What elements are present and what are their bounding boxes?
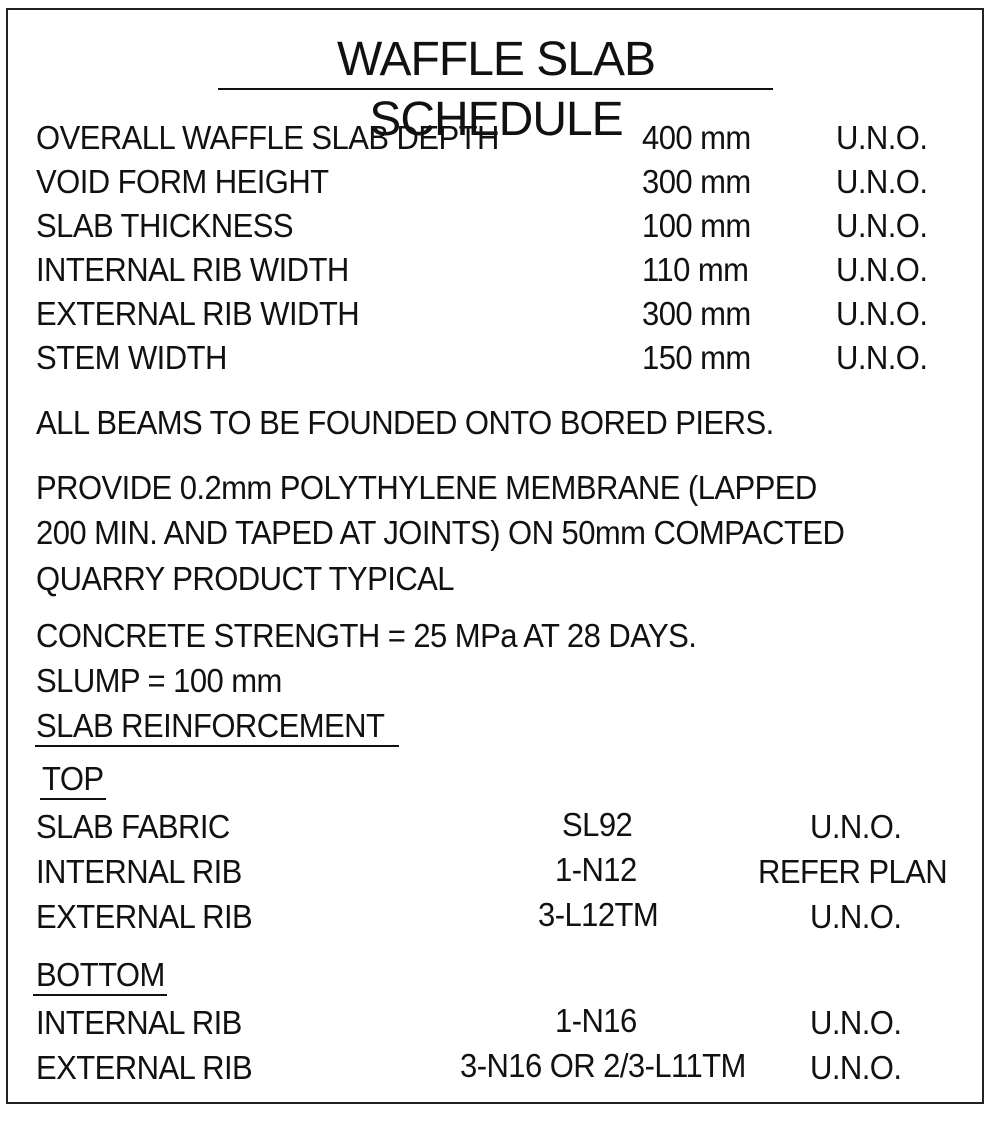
dimension-label: OVERALL WAFFLE SLAB DEPTH: [36, 119, 499, 156]
bottom-heading: BOTTOM: [36, 956, 165, 993]
beams-note: ALL BEAMS TO BE FOUNDED ONTO BORED PIERS.: [36, 404, 774, 441]
bottom-reinforcement-value: 1-N16: [555, 1002, 637, 1039]
top-reinforcement-note: REFER PLAN: [758, 853, 948, 890]
top-reinforcement-label: EXTERNAL RIB: [36, 898, 253, 935]
dimension-value: 110 mm: [642, 251, 749, 288]
dimension-note: U.N.O.: [836, 163, 928, 200]
top-reinforcement-label: INTERNAL RIB: [36, 853, 242, 890]
dimension-note: U.N.O.: [836, 339, 928, 376]
dimension-value: 300 mm: [642, 295, 751, 332]
bottom-reinforcement-label: INTERNAL RIB: [36, 1004, 242, 1041]
membrane-note-line: 200 MIN. AND TAPED AT JOINTS) ON 50mm COMPACTED: [36, 514, 845, 551]
membrane-note-line: PROVIDE 0.2mm POLYTHYLENE MEMBRANE (LAPPED: [36, 469, 817, 506]
slab-reinforcement-heading: SLAB REINFORCEMENT: [36, 707, 385, 744]
dimension-value: 150 mm: [642, 339, 751, 376]
top-reinforcement-note: U.N.O.: [810, 898, 902, 935]
membrane-note-line: QUARRY PRODUCT TYPICAL: [36, 560, 454, 597]
dimension-label: SLAB THICKNESS: [36, 207, 294, 244]
dimension-note: U.N.O.: [836, 119, 928, 156]
bottom-reinforcement-note: U.N.O.: [810, 1004, 902, 1041]
top-reinforcement-value: 3-L12TM: [538, 896, 659, 933]
bottom-reinforcement-note: U.N.O.: [810, 1049, 902, 1086]
dimension-note: U.N.O.: [836, 295, 928, 332]
bottom-reinforcement-value: 3-N16 OR 2/3-L11TM: [460, 1047, 746, 1084]
top-reinforcement-value: SL92: [562, 806, 633, 843]
dimension-value: 100 mm: [642, 207, 751, 244]
slump-note: SLUMP = 100 mm: [36, 662, 282, 699]
top-underline: [40, 798, 106, 800]
top-heading: TOP: [42, 760, 104, 797]
dimension-label: EXTERNAL RIB WIDTH: [36, 295, 360, 332]
dimension-note: U.N.O.: [836, 207, 928, 244]
slab-reinforcement-underline: [35, 745, 399, 747]
schedule-title: WAFFLE SLAB SCHEDULE: [337, 33, 655, 146]
dimension-value: 300 mm: [642, 163, 751, 200]
title-underline: [218, 88, 773, 90]
dimension-label: STEM WIDTH: [36, 339, 227, 376]
top-reinforcement-note: U.N.O.: [810, 808, 902, 845]
dimension-value: 400 mm: [642, 119, 751, 156]
dimension-label: VOID FORM HEIGHT: [36, 163, 329, 200]
dimension-label: INTERNAL RIB WIDTH: [36, 251, 349, 288]
bottom-reinforcement-label: EXTERNAL RIB: [36, 1049, 253, 1086]
concrete-strength-note: CONCRETE STRENGTH = 25 MPa AT 28 DAYS.: [36, 617, 697, 654]
top-reinforcement-value: 1-N12: [555, 851, 637, 888]
top-reinforcement-label: SLAB FABRIC: [36, 808, 230, 845]
dimension-note: U.N.O.: [836, 251, 928, 288]
bottom-underline: [33, 994, 167, 996]
